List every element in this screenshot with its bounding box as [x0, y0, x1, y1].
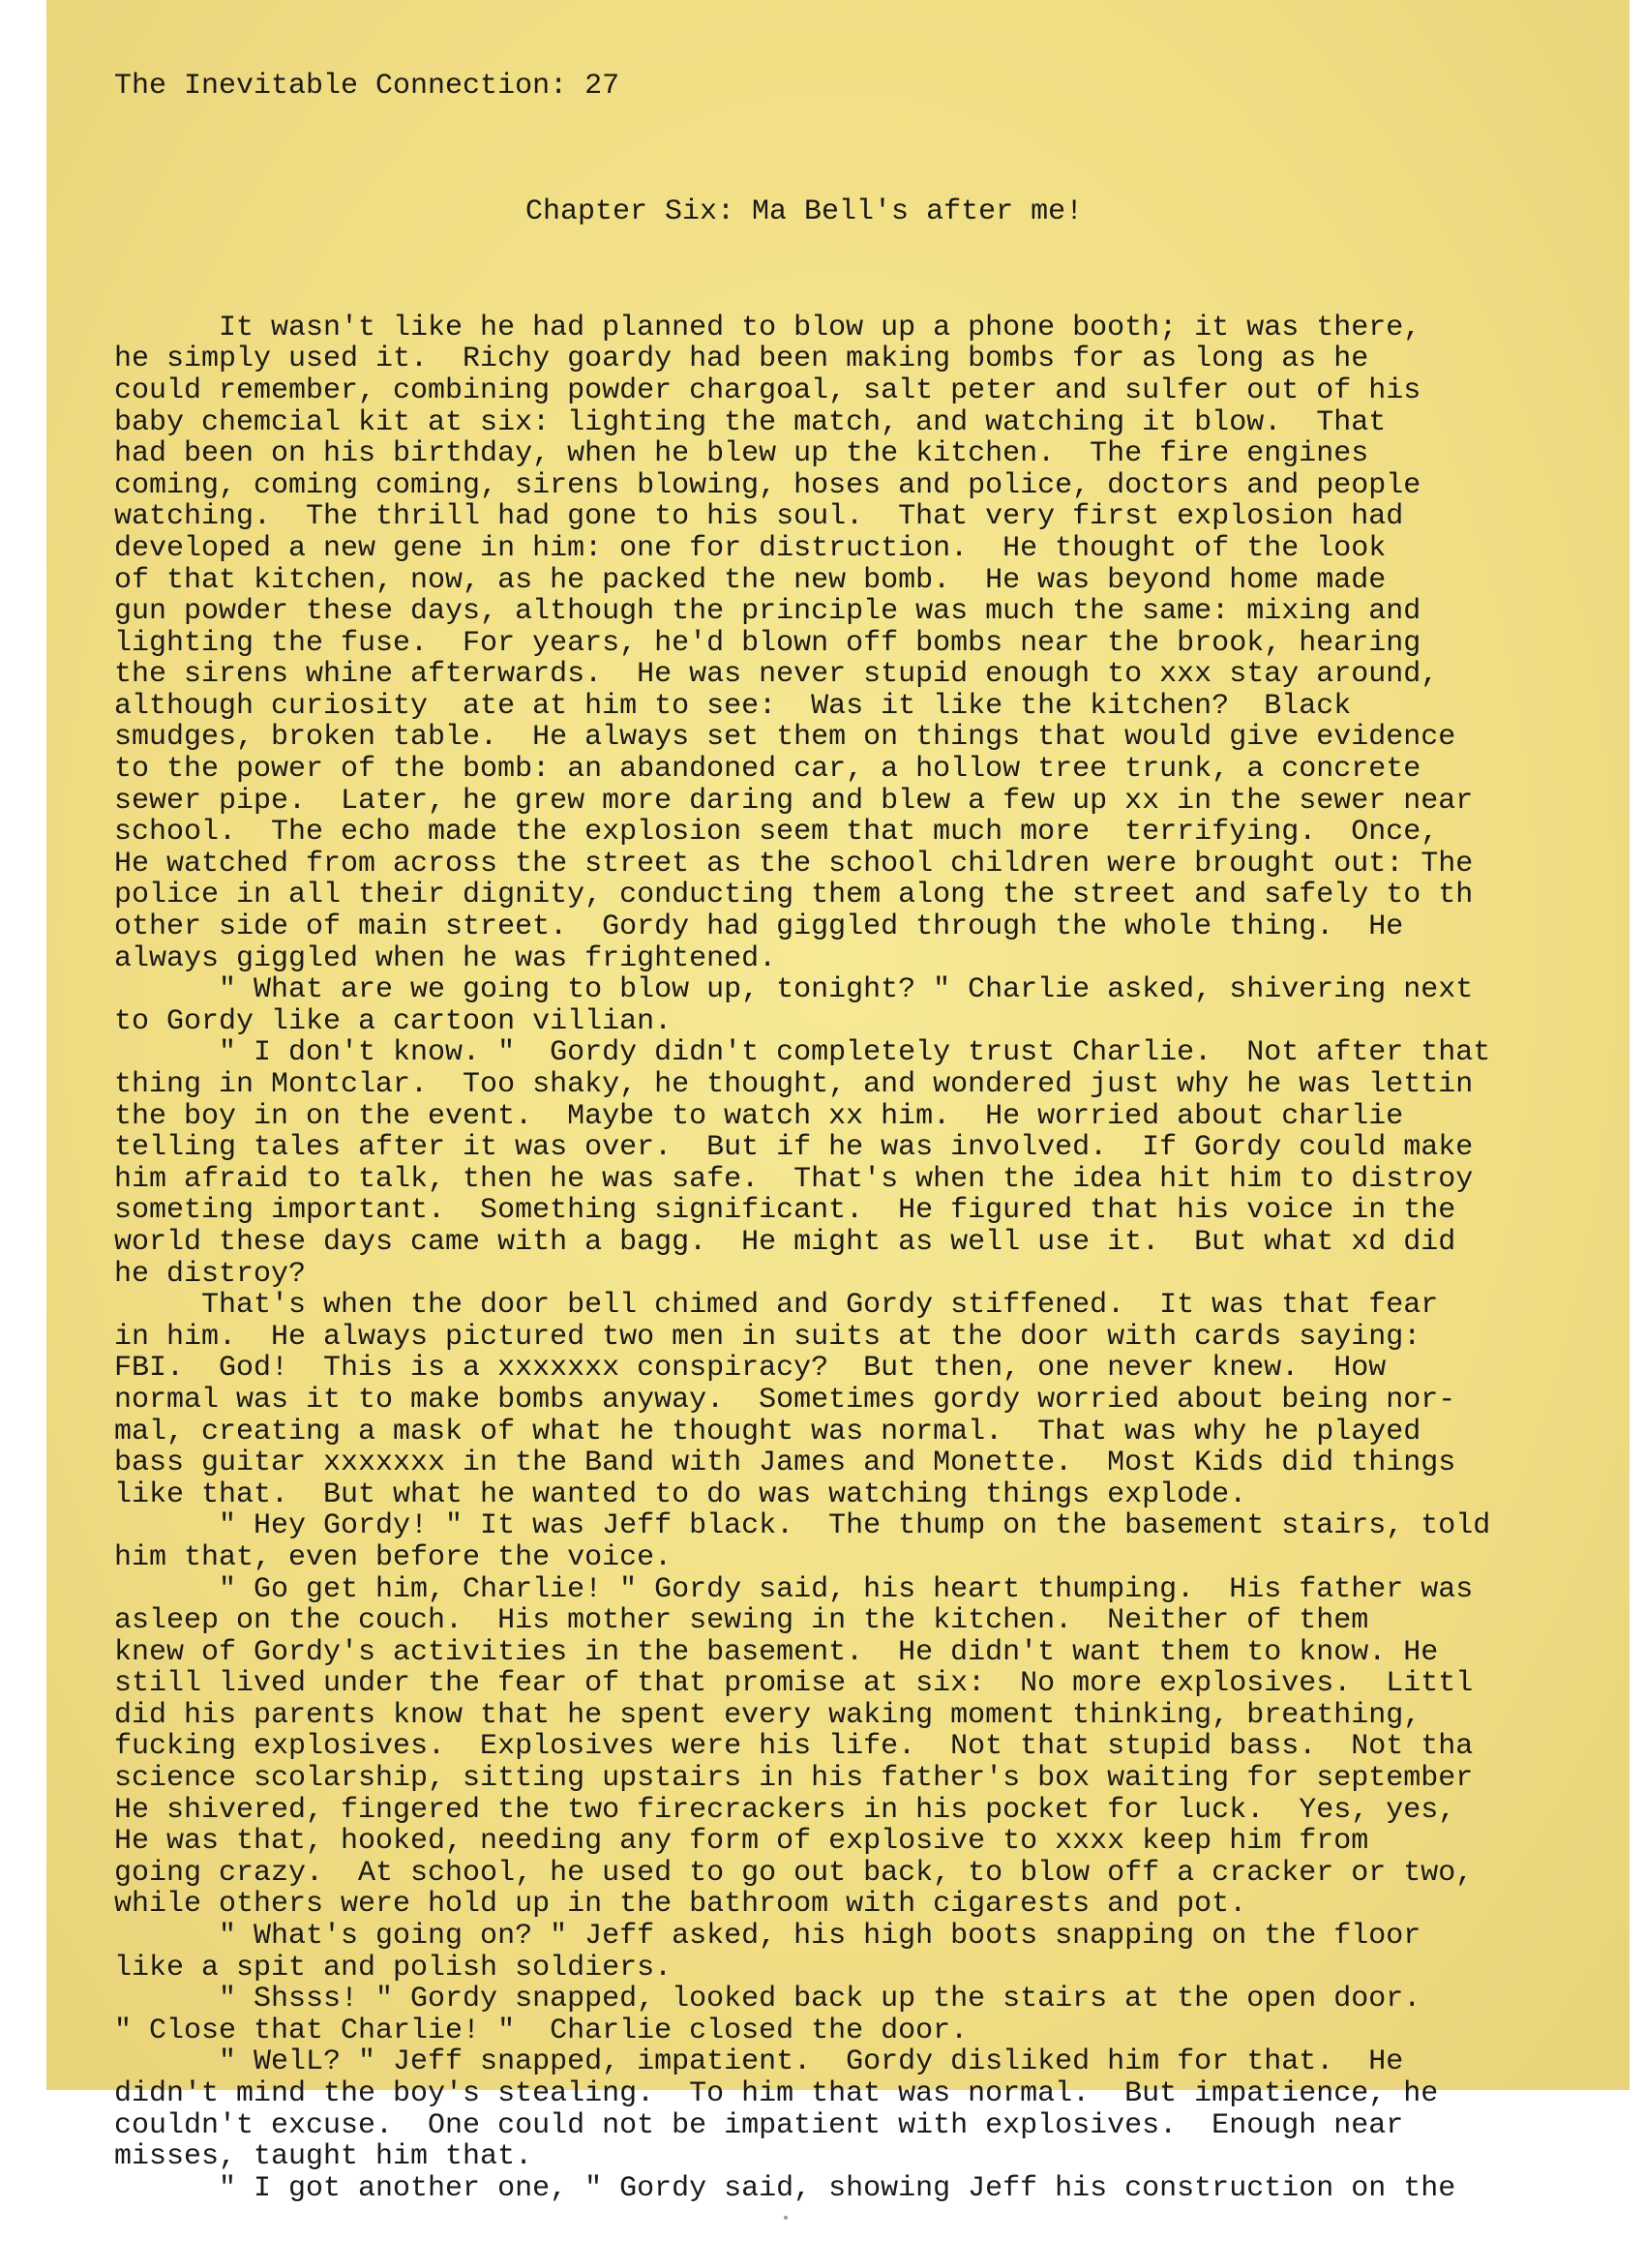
text-line: while others were hold up in the bathroom with cigarests and pot. — [114, 1888, 1247, 1922]
text-line: " Close that Charlie! " Charlie closed the door. — [114, 2014, 969, 2047]
text-line: " Go get him, Charlie! " Gordy said, his heart thumping. His father was — [114, 1572, 1474, 1606]
text-line: him that, even before the voice. — [114, 1540, 673, 1574]
text-line: It wasn't like he had planned to blow up a phone booth; it was there, — [114, 311, 1421, 344]
text-line: still lived under the fear of that promise at six: No more explosives. Littl — [114, 1667, 1474, 1701]
text-line: " What are we going to blow up, tonight? " Charlie asked, shivering next — [114, 973, 1474, 1007]
text-line: in him. He always pictured two men in suits at the door with cards saying: — [114, 1320, 1421, 1354]
text-line: like a spit and polish soldiers. — [114, 1951, 673, 1984]
text-line: mal, creating a mask of what he thought was normal. That was why he played — [114, 1415, 1421, 1448]
text-line: smudges, broken table. He always set them on things that would give evidence — [114, 721, 1456, 755]
text-line: the sirens whine afterwards. He was never stupid enough to xxx stay around, — [114, 658, 1439, 692]
text-line: someting important. Something significant. He figured that his voice in the — [114, 1194, 1456, 1228]
text-line: although curiosity ate at him to see: Was it like the kitchen? Black — [114, 689, 1352, 723]
page-text — [114, 8, 1630, 2268]
paper-speck — [784, 2216, 788, 2220]
text-line: knew of Gordy's activities in the basement. He didn't want them to know. He — [114, 1635, 1439, 1669]
text-line: had been on his birthday, when he blew up the kitchen. The fire engines — [114, 437, 1369, 471]
text-line: couldn't excuse. One could not be impatient with explosives. Enough near — [114, 2108, 1404, 2142]
text-line: " I got another one, " Gordy said, showing Jeff his construction on the — [114, 2171, 1456, 2205]
text-line: he distroy? — [114, 1257, 307, 1291]
text-line: " Shsss! " Gordy snapped, looked back up the stairs at the open door. — [114, 1983, 1421, 2016]
text-line: didn't mind the boy's stealing. To him that was normal. But impatience, he — [114, 2077, 1439, 2110]
text-line: to the power of the bomb: an abandoned car, a hollow tree trunk, a concrete — [114, 753, 1421, 787]
text-line: to Gordy like a cartoon villian. — [114, 1004, 673, 1038]
text-line: other side of main street. Gordy had giggled through the whole thing. He — [114, 910, 1404, 944]
body-text — [114, 313, 1630, 2205]
text-line: science scolarship, sitting upstairs in his father's box waiting for september — [114, 1762, 1474, 1796]
text-line: gun powder these days, although the principle was much the same: mixing and — [114, 595, 1421, 629]
text-line: the boy in on the event. Maybe to watch xx him. He worried about charlie — [114, 1099, 1404, 1133]
text-line: always giggled when he was frightened. — [114, 941, 777, 975]
text-line: coming, coming coming, sirens blowing, hoses and police, doctors and people — [114, 468, 1421, 502]
text-line: he simply used it. Richy goardy had been making bombs for as long as he — [114, 343, 1369, 376]
typewritten-page — [46, 0, 1630, 2205]
text-line: " Hey Gordy! " It was Jeff black. The thump on the basement stairs, told — [114, 1509, 1491, 1543]
text-line: did his parents know that he spent every waking moment thinking, breathing, — [114, 1698, 1421, 1732]
text-line: fucking explosives. Explosives were his life. Not that stupid bass. Not tha — [114, 1730, 1474, 1764]
text-line: He shivered, fingered the two firecrackers in his pocket for luck. Yes, yes, — [114, 1793, 1456, 1827]
text-line: baby chemcial kit at six: lighting the match, and watching it blow. That — [114, 405, 1387, 439]
running-header: The Inevitable Connection: 27 — [114, 70, 620, 104]
text-line: going crazy. At school, he used to go out back, to blow off a cracker or two, — [114, 1856, 1474, 1890]
text-line: FBI. God! This is a xxxxxxx conspiracy? But then, one never knew. How — [114, 1352, 1387, 1386]
text-line: school. The echo made the explosion seem that much more terrifying. Once, — [114, 816, 1439, 850]
text-line: him afraid to talk, then he was safe. That's when the idea hit him to distroy — [114, 1162, 1474, 1196]
text-line: lighting the fuse. For years, he'd blown off bombs near the brook, hearing — [114, 626, 1421, 660]
text-line: watching. The thrill had gone to his soul. That very first explosion had — [114, 500, 1404, 534]
text-line: thing in Montclar. Too shaky, he thought, and wondered just why he was lettin — [114, 1068, 1474, 1101]
text-line: bass guitar xxxxxxx in the Band with James and Monette. Most Kids did things — [114, 1447, 1456, 1480]
text-line: misses, taught him that. — [114, 2140, 533, 2174]
text-line: " WelL? " Jeff snapped, impatient. Gordy disliked him for that. He — [114, 2045, 1404, 2079]
text-line: telling tales after it was over. But if he was involved. If Gordy could make — [114, 1131, 1474, 1165]
chapter-title: Chapter Six: Ma Bell's after me! — [525, 194, 1084, 228]
text-line: world these days came with a bagg. He might as well use it. But what xd did — [114, 1225, 1456, 1259]
text-line: developed a new gene in him: one for distruction. He thought of the look — [114, 531, 1387, 565]
text-line: of that kitchen, now, as he packed the new bomb. He was beyond home made — [114, 563, 1387, 597]
text-line: " I don't know. " Gordy didn't completely trust Charlie. Not after that — [114, 1036, 1491, 1070]
text-line: police in all their dignity, conducting them along the street and safely to th — [114, 879, 1474, 912]
text-line: " What's going on? " Jeff asked, his high boots snapping on the floor — [114, 1920, 1421, 1954]
text-line: sewer pipe. Later, he grew more daring and blew a few up xx in the sewer near — [114, 784, 1474, 818]
text-line: like that. But what he wanted to do was watching things explode. — [114, 1477, 1247, 1511]
text-line: He watched from across the street as the school children were brought out: The — [114, 847, 1474, 880]
text-line: could remember, combining powder chargoal, salt peter and sulfer out of his — [114, 373, 1421, 407]
text-line: He was that, hooked, needing any form of explosive to xxxx keep him from — [114, 1825, 1369, 1859]
text-line: asleep on the couch. His mother sewing in the kitchen. Neither of them — [114, 1604, 1369, 1638]
text-line: normal was it to make bombs anyway. Sometimes gordy worried about being nor- — [114, 1383, 1456, 1417]
text-line: That's when the door bell chimed and Gordy stiffened. It was that fear — [114, 1289, 1439, 1323]
